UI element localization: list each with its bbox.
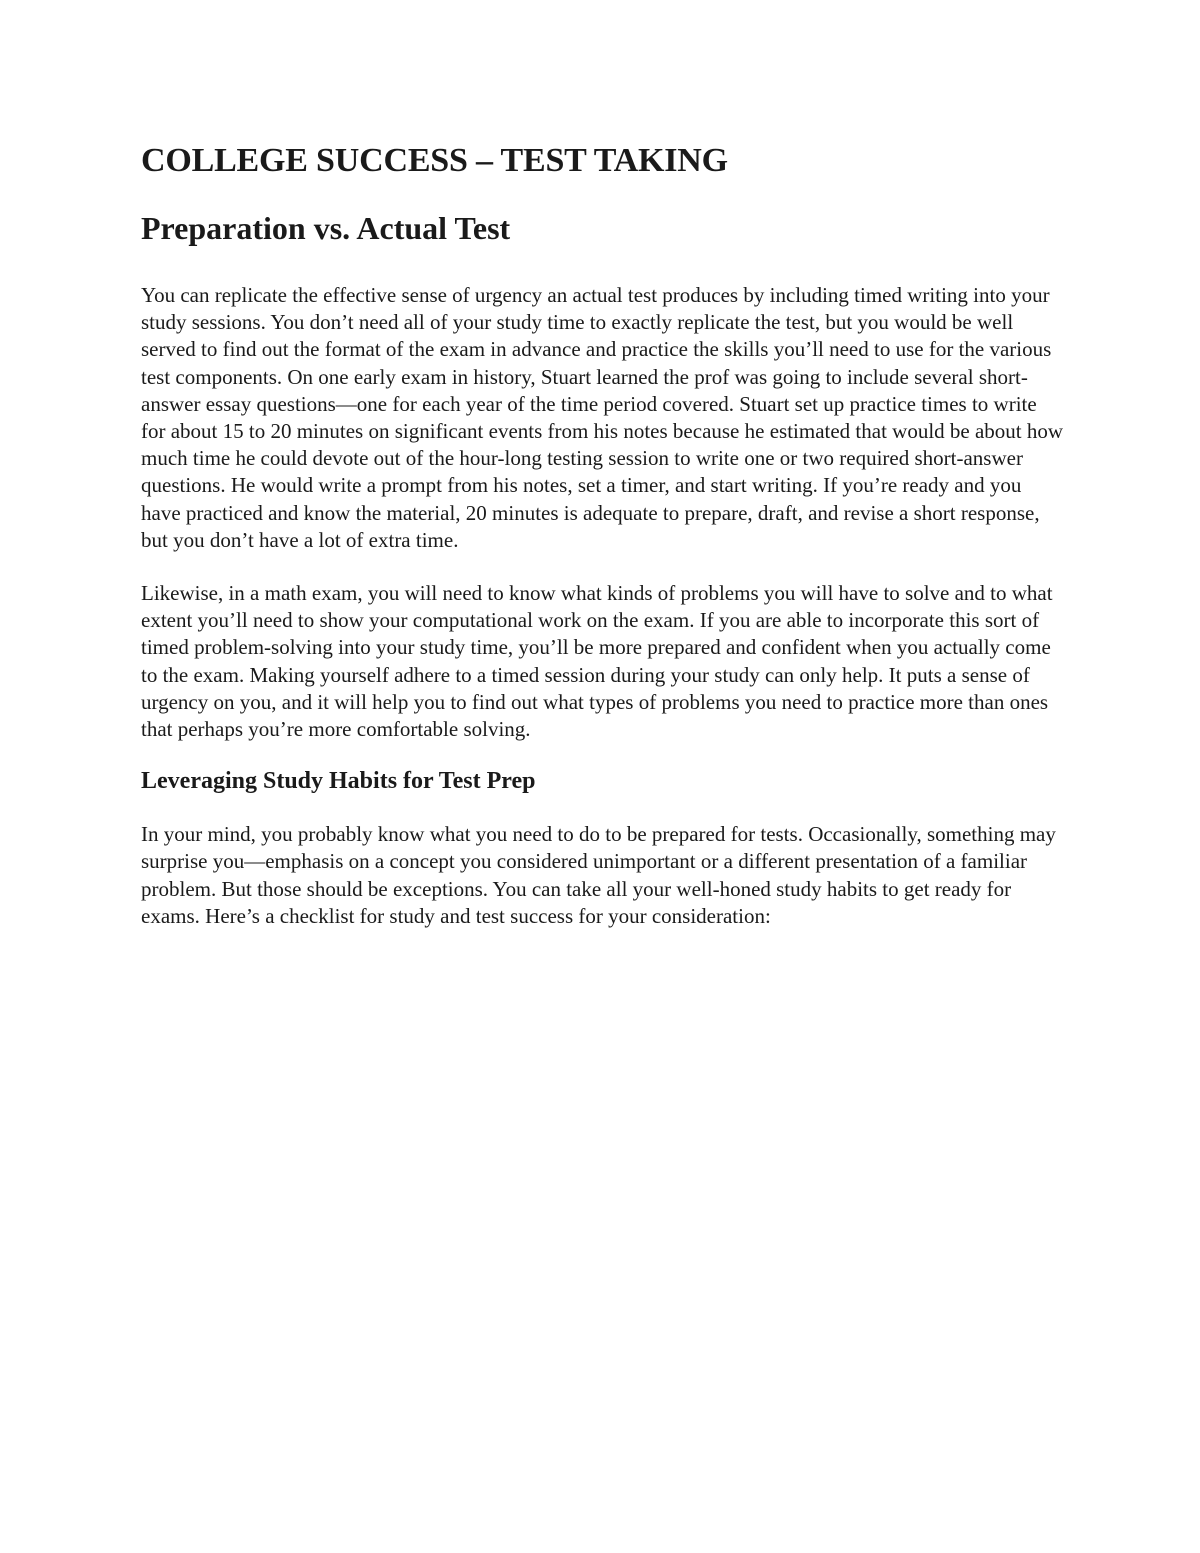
body-paragraph-2: Likewise, in a math exam, you will need to know what kinds of problems you will have to solve and to what extent you’ll need to show your computational work on the exam. If you are able to incorporate this sort of timed problem-solving into your study time, you’ll be more prepared and confident when you actually come to the exam. Making yourself adhere to a timed session during your study can only help. It puts a sense of urgency on you, and it will help you to find out what types of problems you need to practice more than ones that perhaps you’re more comfortable solving. <box>141 581 1053 742</box>
section-heading: Preparation vs. Actual Test <box>141 210 511 246</box>
body-paragraph-1: You can replicate the effective sense of urgency an actual test produces by including timed writing into your study sessions. You don’t need all of your study time to exactly replicate the test, but you would be well served to find out the format of the exam in advance and practice the skills you’ll need to use for the various test components. On one early exam in history, Stuart learned the prof was going to include several short-answer essay questions—one for each year of the time period covered. Stuart set up practice times to write for about 15 to 20 minutes on significant events from his notes because he estimated that would be about how much time he could devote out of the hour-long testing session to write one or two required short-answer questions. He would write a prompt from his notes, set a timer, and start writing. If you’re ready and you have practiced and know the material, 20 minutes is adequate to prepare, draft, and revise a short response, but you don’t have a lot of extra time. <box>141 283 1064 552</box>
document-title: COLLEGE SUCCESS – TEST TAKING <box>141 142 728 179</box>
sub-heading: Leveraging Study Habits for Test Prep <box>141 768 536 795</box>
document-page <box>141 140 1066 930</box>
body-paragraph-3: In your mind, you probably know what you need to do to be prepared for tests. Occasionally, something may surprise you—emphasis on a concept you considered unimportant or a different presentation of a familiar problem. But those should be exceptions. You can take all your well-honed study habits to get ready for exams. Here’s a checklist for study and test success for your consideration: <box>141 822 1056 928</box>
